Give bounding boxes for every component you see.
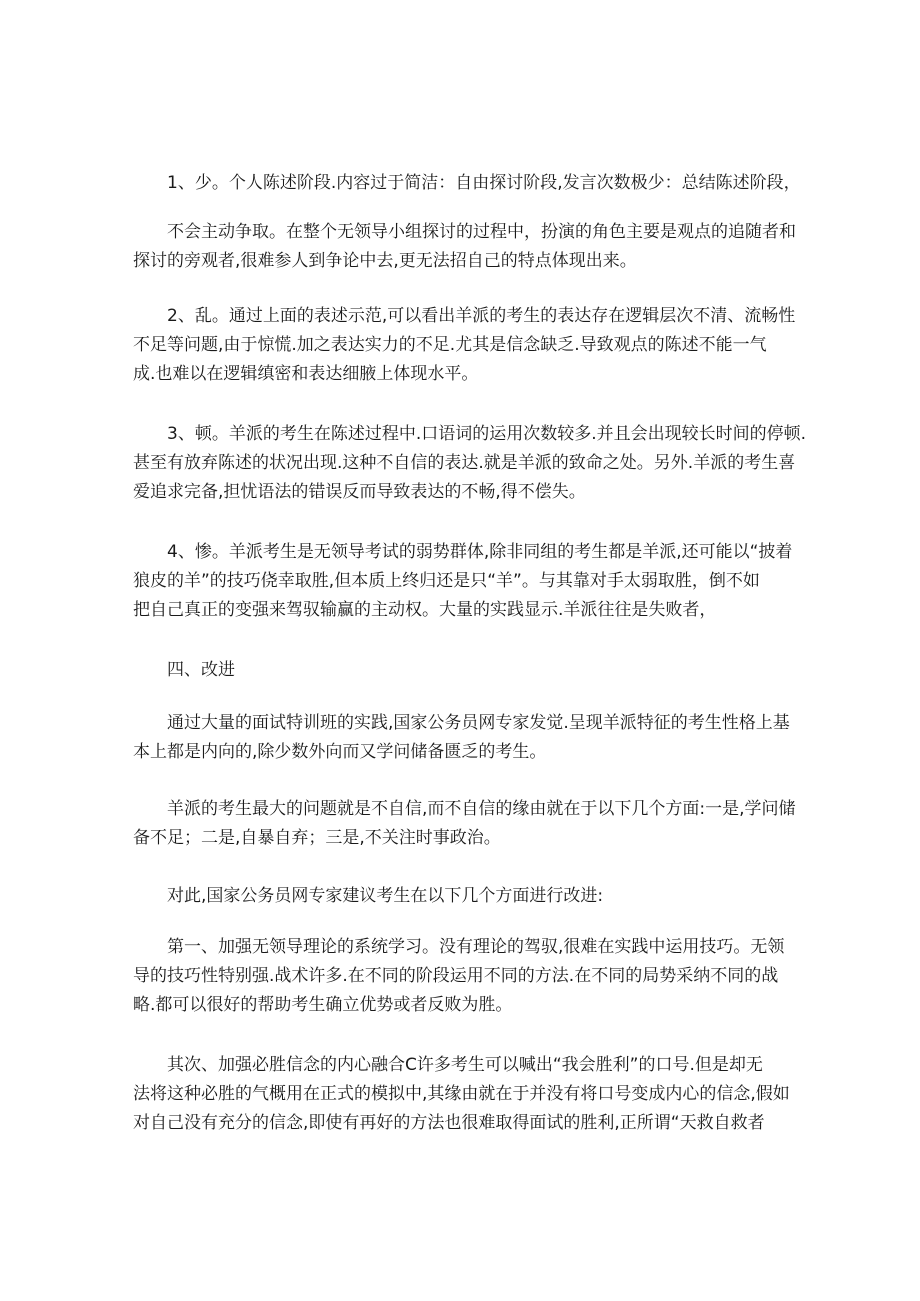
paragraph-line: 导的技巧性特别强.战术许多.在不同的阶段运用不同的方法.在不同的局势采纳不同的战 xyxy=(133,966,779,986)
paragraph-line: 1、少。个人陈述阶段.内容过于简洁：自由探讨阶段,发言次数极少：总结陈述阶段， xyxy=(167,173,801,193)
paragraph-11 xyxy=(133,1051,803,1138)
paragraph-line: 四、改进 xyxy=(167,660,235,680)
paragraph-line: 探讨的旁观者,很难参人到争论中去,更无法招自己的特点体现出来。 xyxy=(133,251,637,271)
paragraph-line: 2、乱。通过上面的表述示范,可以看出羊派的考生的表达存在逻辑层次不清、流畅性 xyxy=(167,306,796,326)
paragraph-line: 成.也难以在逻辑缜密和表达细腋上体现水平。 xyxy=(133,364,479,384)
paragraph-line: 狼皮的羊”的技巧侥幸取胜,但本质上终归还是只“羊”。与其靠对手太弱取胜，倒不如 xyxy=(133,571,760,591)
paragraph-line: 第一、加强无领导理论的系统学习。没有理论的驾驭,很难在实践中运用技巧。无领 xyxy=(167,937,785,957)
paragraph-7 xyxy=(133,709,803,767)
paragraph-9 xyxy=(163,882,803,911)
paragraph-line: 略.都可以很好的帮助考生确立优势或者反败为胜。 xyxy=(133,995,513,1015)
paragraph-line: 把自己真正的变强来驾驭输赢的主动权。大量的实践显示.羊派往往是失败者， xyxy=(133,600,717,620)
paragraph-3 xyxy=(133,302,803,389)
paragraph-8 xyxy=(133,795,803,853)
paragraph-5 xyxy=(133,538,803,625)
paragraph-line: 不会主动争取。在整个无领导小组探讨的过程中，扮演的角色主要是观点的追随者和 xyxy=(167,222,796,242)
paragraph-line: 羊派的考生最大的问题就是不自信,而不自信的缘由就在于以下几个方面:一是,学问储 xyxy=(167,799,796,819)
paragraph-line: 其次、加强必胜信念的内心融合C许多考生可以喊出“我会胜利”的口号.但是却无 xyxy=(167,1055,763,1075)
paragraph-line: 不足等问题,由于惊慌.加之表达实力的不足.尤其是信念缺乏.导致观点的陈述不能一气 xyxy=(133,335,767,355)
section-heading xyxy=(163,656,803,685)
paragraph-line: 4、惨。羊派考生是无领导考试的弱势群体,除非同组的考生都是羊派,还可能以“披着 xyxy=(167,542,793,562)
paragraph-line: 甚至有放弃陈述的状况出现.这种不自信的表达.就是羊派的致命之处。另外.羊派的考生喜 xyxy=(133,453,796,473)
paragraph-line: 3、顿。羊派的考生在陈述过程中.口语词的运用次数较多.并且会出现较长时间的停顿. xyxy=(167,424,807,444)
paragraph-line: 对自己没有充分的信念,即使有再好的方法也很难取得面试的胜利,正所谓“天救自救者 xyxy=(133,1113,765,1133)
paragraph-line: 法将这种必胜的气概用在正式的模拟中,其缘由就在于并没有将口号变成内心的信念,假如 xyxy=(133,1084,790,1104)
paragraph-line: 对此,国家公务员网专家建议考生在以下几个方面进行改进: xyxy=(167,886,604,906)
paragraph-line: 爱追求完备,担忧语法的错误反而导致表达的不畅,得不偿失。 xyxy=(133,482,586,502)
paragraph-line: 备不足；二是,自暴自弃；三是,不关注时事政治。 xyxy=(133,828,501,848)
paragraph-10 xyxy=(133,933,803,1020)
paragraph-line: 通过大量的面试特训班的实践,国家公务员网专家发觉.呈现羊派特征的考生性格上基 xyxy=(167,713,790,733)
paragraph-4 xyxy=(133,420,807,507)
paragraph-2 xyxy=(133,218,803,276)
paragraph-1 xyxy=(163,169,803,198)
paragraph-line: 本上都是内向的,除少数外向而又学问储备匮乏的考生。 xyxy=(133,742,547,762)
